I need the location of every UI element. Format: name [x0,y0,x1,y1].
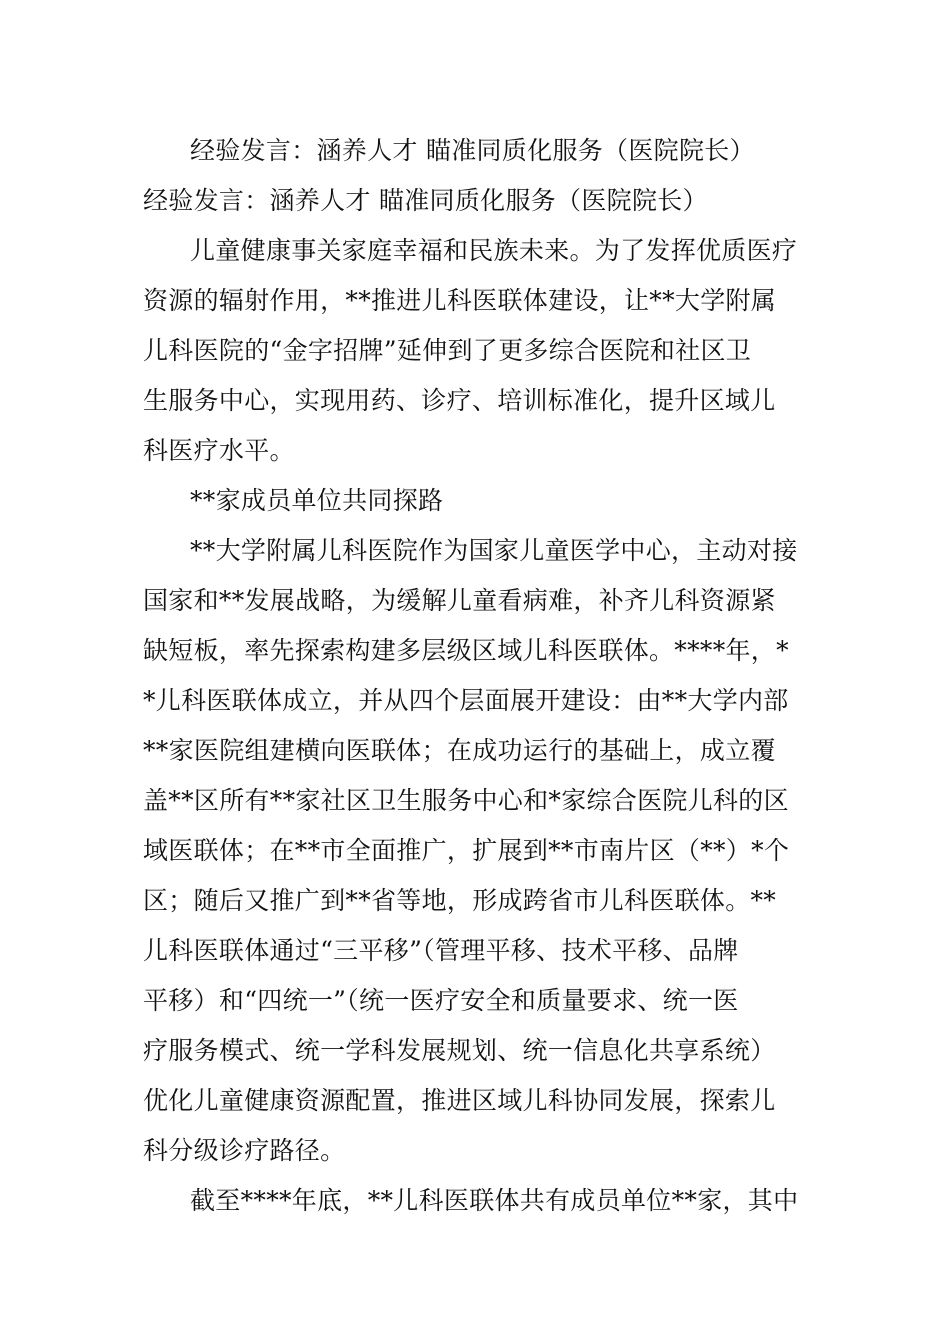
paragraph-2-line-10: 平移）和“四统一”（统一医疗安全和质量要求、统一医 [143,986,739,1015]
paragraph-2-line-1: **大学附属儿科医院作为国家儿童医学中心，主动对接 [190,536,798,565]
paragraph-1-line-2: 资源的辐射作用，**推进儿科医联体建设，让**大学附属 [143,286,777,315]
paragraph-1-line-4: 生服务中心，实现用药、诊疗、培训标准化，提升区域儿 [143,386,776,415]
paragraph-2-line-4: *儿科医联体成立，并从四个层面展开建设：由**大学内部 [143,686,789,715]
paragraph-2-line-11: 疗服务模式、统一学科发展规划、统一信息化共享系统） [143,1036,776,1065]
paragraph-2-line-9: 儿科医联体通过“三平移”（管理平移、技术平移、品牌 [143,936,739,965]
paragraph-2-line-2: 国家和**发展战略，为缓解儿童看病难，补齐儿科资源紧 [143,586,776,615]
paragraph-2-line-8: 区；随后又推广到**省等地，形成跨省市儿科医联体。** [143,886,777,915]
paragraph-1-line-5: 科医疗水平。 [143,436,295,465]
paragraph-2-line-7: 域医联体；在**市全面推广，扩展到**市南片区（**）*个 [143,836,790,865]
section-heading: **家成员单位共同探路 [190,486,444,515]
paragraph-1-line-1: 儿童健康事关家庭幸福和民族未来。为了发挥优质医疗 [190,236,798,265]
paragraph-2-line-12: 优化儿童健康资源配置，推进区域儿科协同发展，探索儿 [143,1086,776,1115]
paragraph-3-line-1: 截至****年底，**儿科医联体共有成员单位**家，其中 [190,1186,799,1215]
paragraph-2-line-13: 科分级诊疗路径。 [143,1136,346,1165]
document-title: 经验发言：涵养人才 瞄准同质化服务（医院院长） [190,136,755,165]
paragraph-2-line-5: **家医院组建横向医联体；在成功运行的基础上，成立覆 [143,736,776,765]
document-subtitle: 经验发言：涵养人才 瞄准同质化服务（医院院长） [143,186,708,215]
paragraph-2-line-3: 缺短板，率先探索构建多层级区域儿科医联体。****年，* [143,636,789,665]
paragraph-1-line-3: 儿科医院的“金字招牌”延伸到了更多综合医院和社区卫 [143,336,752,365]
paragraph-2-line-6: 盖**区所有**家社区卫生服务中心和*家综合医院儿科的区 [143,786,789,815]
